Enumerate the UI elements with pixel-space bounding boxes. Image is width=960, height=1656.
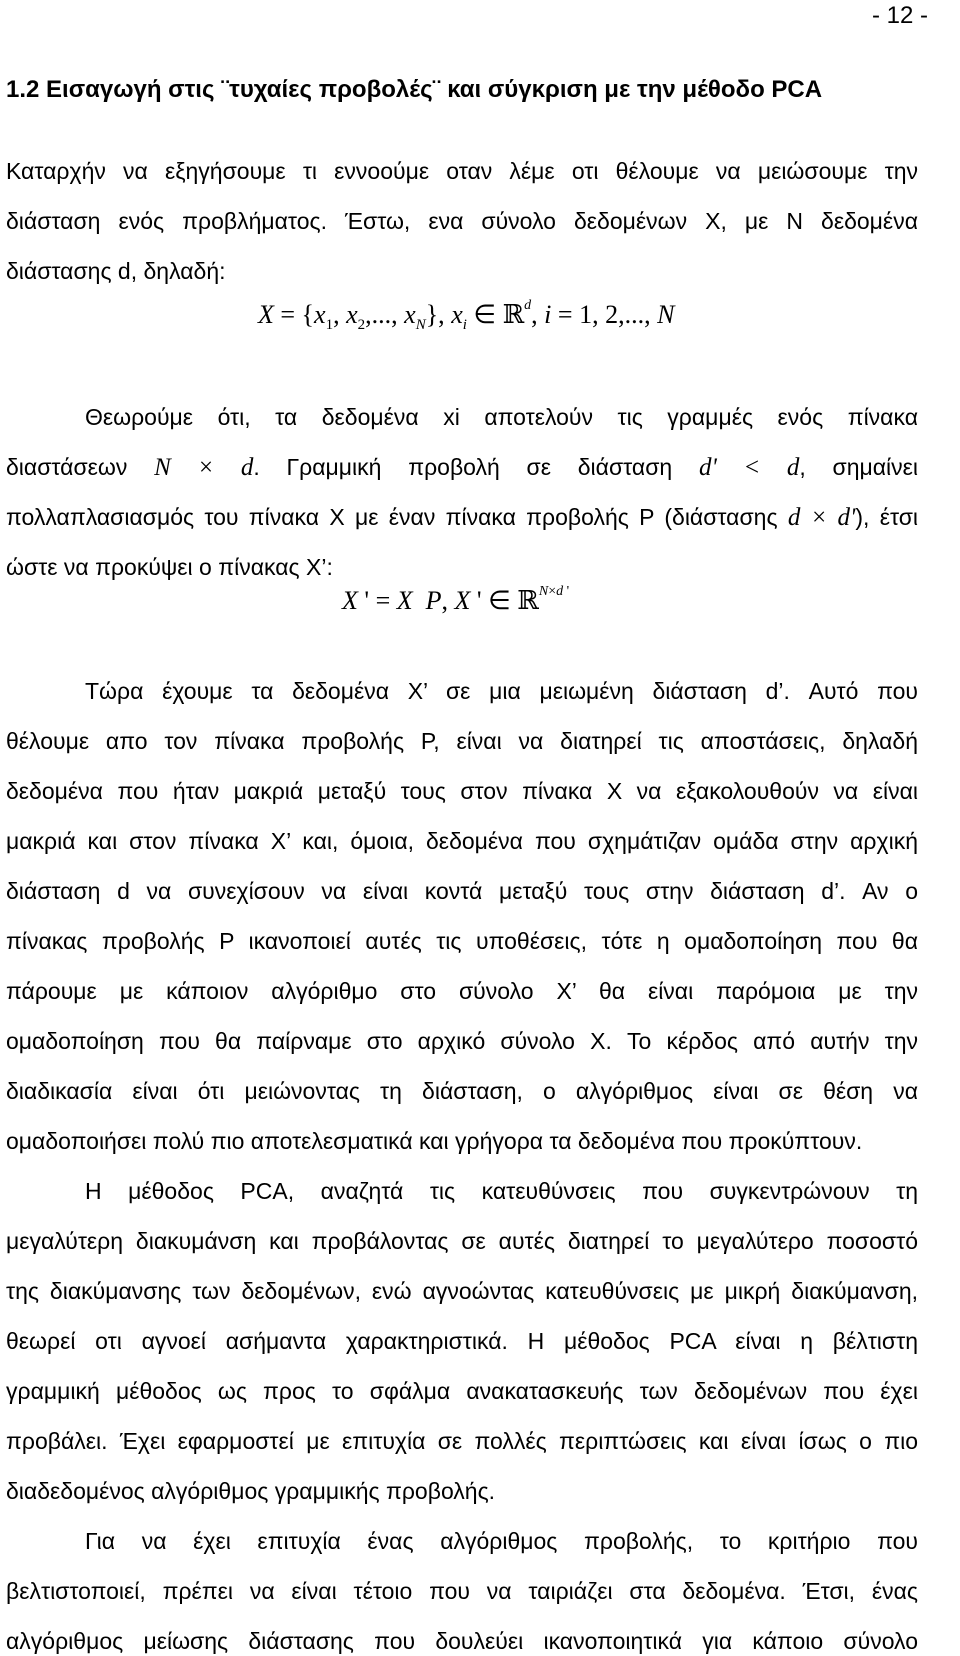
page-number: - 12 - <box>871 2 928 29</box>
paragraph-line: αλγόριθμος μείωσης διάστασης που δουλεύει ικανοποιητικά για κάποιο σύνολο <box>6 1628 918 1654</box>
paragraph-line <box>6 502 918 532</box>
paragraph-line: διαδικασία είναι ότι μειώνοντας τη διάσταση, ο αλγόριθμος είναι σε θέση να <box>6 1078 918 1104</box>
math-fragment: d' < d <box>698 454 800 481</box>
text-fragment: . Γραμμική προβολή σε διάσταση <box>253 454 673 480</box>
paragraph-line: βελτιστοποιεί, πρέπει να είναι τέτοιο που να ταιριάζει στα δεδομένα. Έτσι, ένας <box>6 1578 918 1604</box>
paragraph-line: ώστε να προκύψει ο πίνακας X’: <box>6 554 333 580</box>
equation-dataset-definition: $X = \{x_1$, $x_2$,..., $x_N$}, $x_i$ ∈ ℝ$^d$, i = 1, 2,..., N <box>258 298 675 333</box>
paragraph-line: πάρουμε με κάποιον αλγόριθμο στο σύνολο X’ θα είναι παρόμοια με την <box>6 978 918 1004</box>
math-fragment: d × d' <box>787 504 856 531</box>
paragraph-line: μεγαλύτερη διακυμάνση και προβάλοντας σε αυτές διατηρεί το μεγαλύτερο ποσοστό <box>6 1228 918 1254</box>
paragraph-line: θεωρεί οτι αγνοεί ασήμαντα χαρακτηριστικά. Η μέθοδος PCA είναι η βέλτιστη <box>6 1328 918 1354</box>
equation-projection: X ' = X P, X ' ∈ ℝ$^{N\times d '}$ <box>342 584 570 616</box>
paragraph-line: θέλουμε απο τον πίνακα προβολής P, είναι να διατηρεί τις αποστάσεις, δηλαδή <box>6 728 918 754</box>
paragraph-line: διάσταση ενός προβλήματος. Έστω, ενα σύνολο δεδομένων X, με N δεδομένα <box>6 208 918 234</box>
text-fragment: πολλαπλασιασμός του πίνακα X με έναν πίνακα προβολής P (διάστασης <box>6 504 778 530</box>
paragraph-line <box>6 452 918 482</box>
text-fragment: , σημαίνει <box>799 454 918 480</box>
paragraph-line: πίνακας προβολής P ικανοποιεί αυτές τις υποθέσεις, τότε η ομαδοποίηση που θα <box>6 928 918 954</box>
paragraph-line: Θεωρούμε ότι, τα δεδομένα xi αποτελούν τις γραμμές ενός πίνακα <box>85 404 918 430</box>
paragraph-line: μακριά και στον πίνακα X’ και, όμοια, δεδομένα που σχημάτιζαν ομάδα στην αρχική <box>6 828 918 854</box>
text-fragment: ), έτσι <box>855 504 918 530</box>
paragraph-line: Τώρα έχουμε τα δεδομένα X’ σε μια μειωμένη διάσταση d’. Αυτό που <box>85 678 918 704</box>
text-fragment: διαστάσεων <box>6 454 128 480</box>
paragraph-line: γραμμική μέθοδος ως προς το σφάλμα ανακατασκευής των δεδομένων που έχει <box>6 1378 918 1404</box>
paragraph-line: Για να έχει επιτυχία ένας αλγόριθμος προβολής, το κριτήριο που <box>85 1528 918 1554</box>
paragraph-line: διαδεδομένος αλγόριθμος γραμμικής προβολής. <box>6 1478 496 1504</box>
paragraph-line: διάστασης d, δηλαδή: <box>6 258 226 284</box>
section-heading: 1.2 Εισαγωγή στις ¨τυχαίες προβολές¨ και σύγκριση με την μέθοδο PCA <box>6 76 823 103</box>
paragraph-line: της διακύμανσης των δεδομένων, ενώ αγνοώντας κατευθύνσεις με μικρή διακύμανση, <box>6 1278 918 1304</box>
paragraph-line: Καταρχήν να εξηγήσουμε τι εννοούμε οταν λέμε οτι θέλουμε να μειώσουμε την <box>6 158 918 184</box>
paragraph-line: ομαδοποίηση που θα παίρναμε στο αρχικό σύνολο X. Το κέρδος από αυτήν την <box>6 1028 918 1054</box>
math-fragment: N × d <box>154 454 254 481</box>
paragraph-line: Η μέθοδος PCA, αναζητά τις κατευθύνσεις που συγκεντρώνουν τη <box>85 1178 918 1204</box>
paragraph-line: προβάλει. Έχει εφαρμοστεί με επιτυχία σε πολλές περιπτώσεις και είναι ίσως ο πιο <box>6 1428 918 1454</box>
paragraph-line: διάσταση d να συνεχίσουν να είναι κοντά μεταξύ τους στην διάσταση d’. Αν ο <box>6 878 918 904</box>
paragraph-line: δεδομένα που ήταν μακριά μεταξύ τους στον πίνακα X να εξακολουθούν να είναι <box>6 778 918 804</box>
paragraph-line: ομαδοποιήσει πολύ πιο αποτελεσματικά και γρήγορα τα δεδομένα που προκύπτουν. <box>6 1128 863 1154</box>
